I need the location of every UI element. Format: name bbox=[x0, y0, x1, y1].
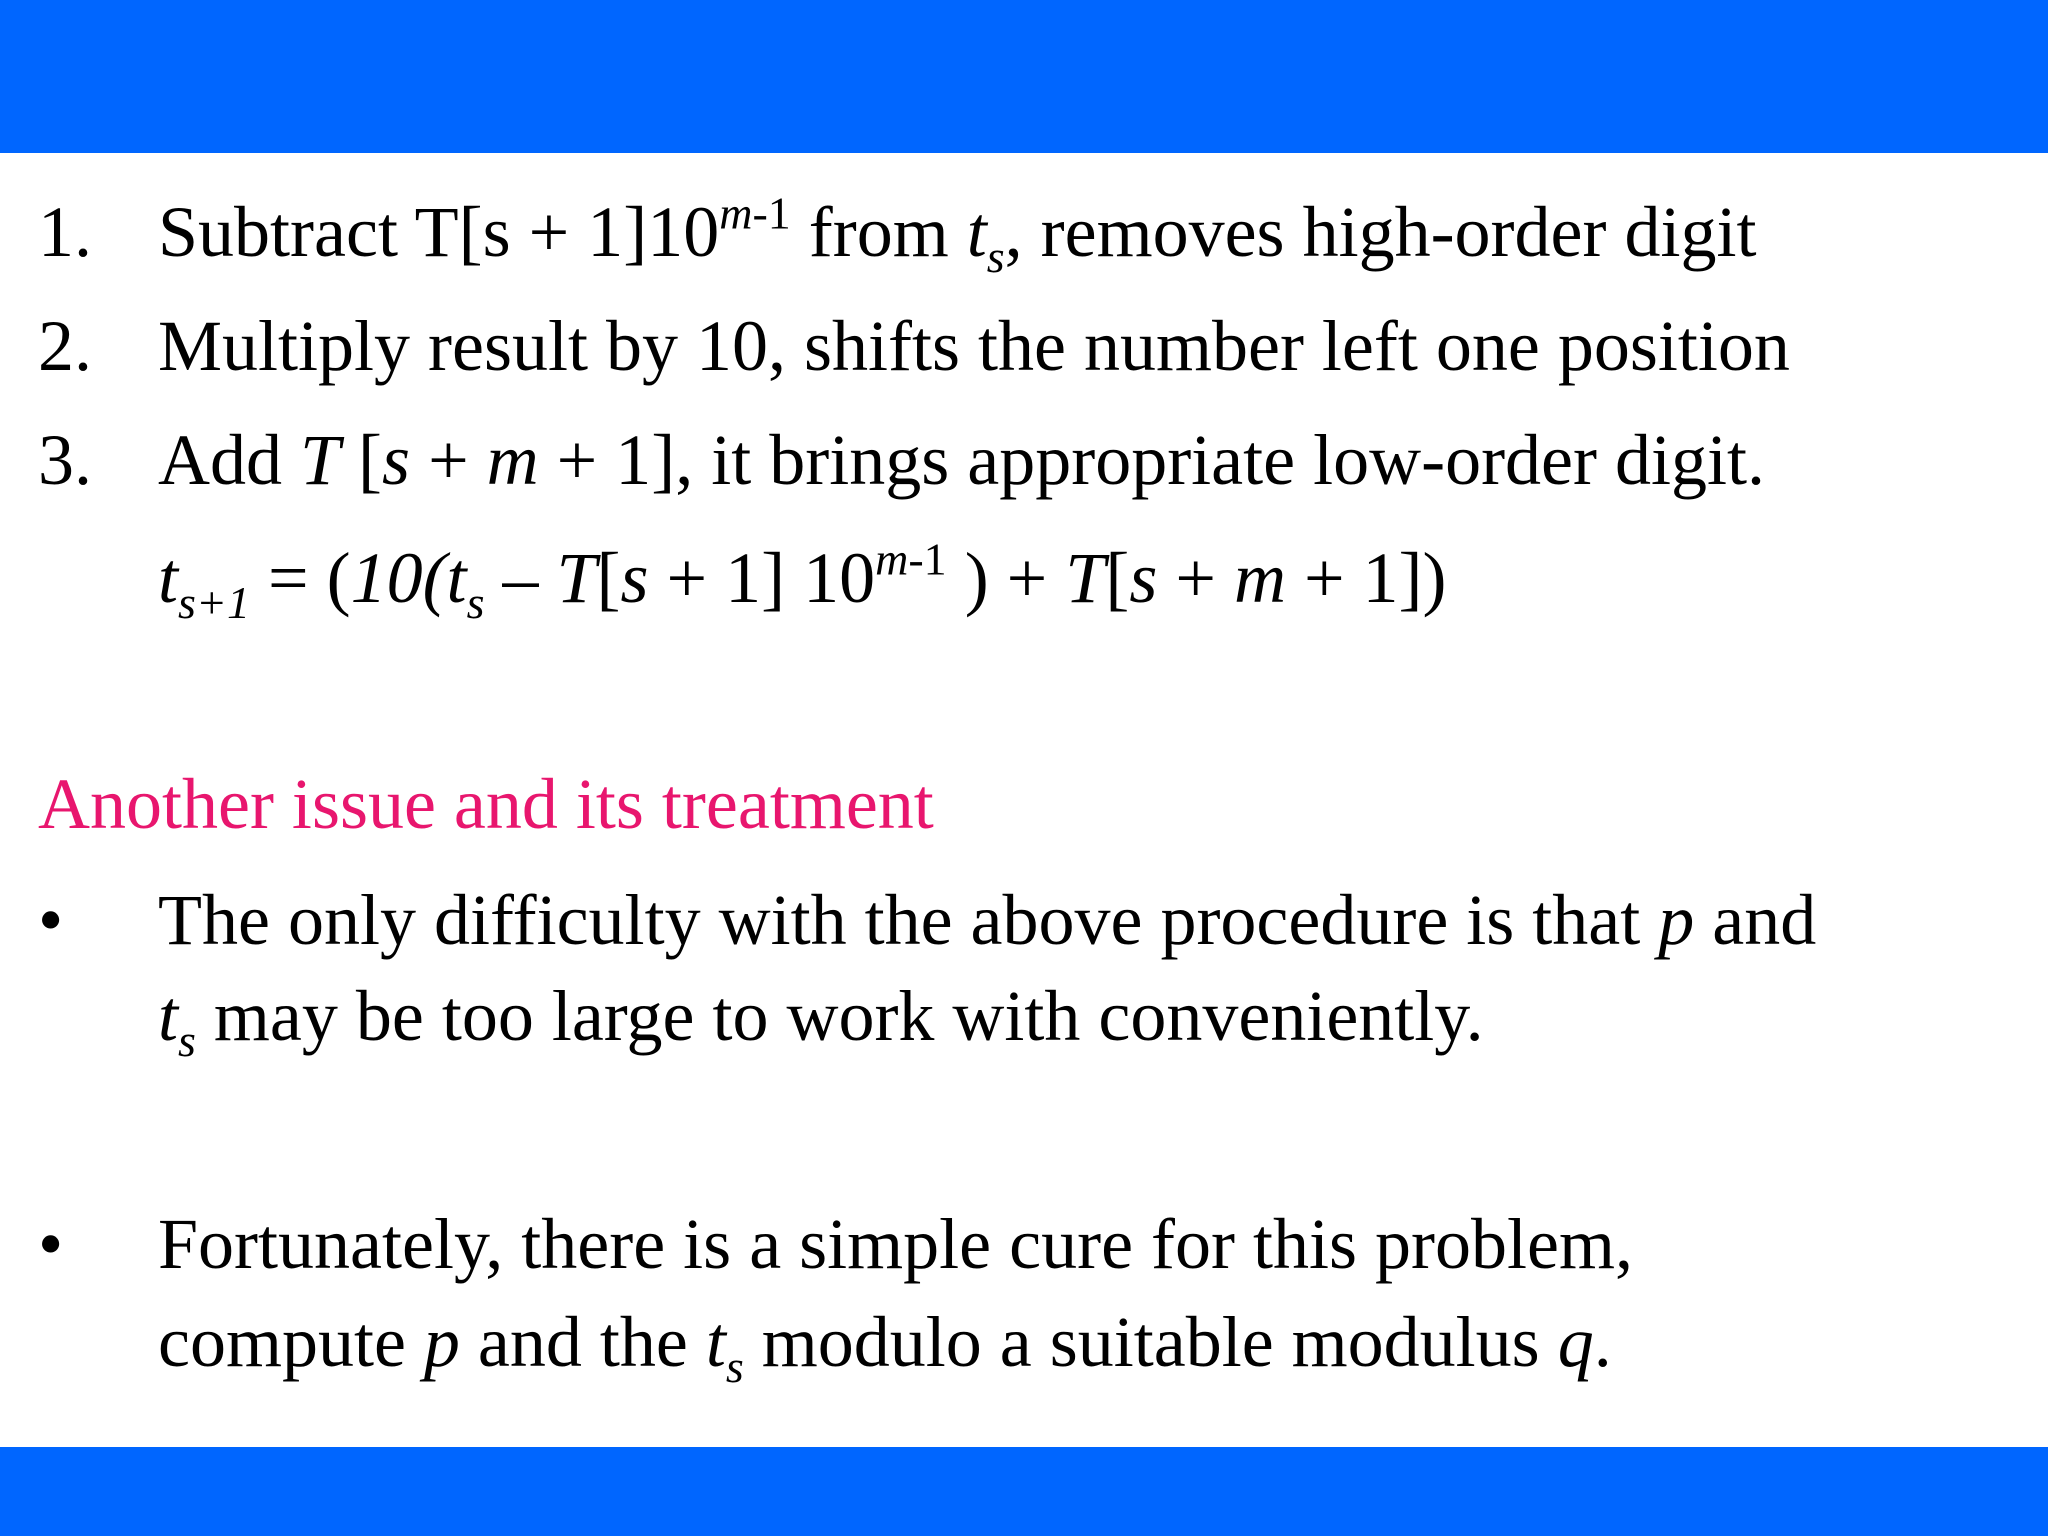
step-2-number: 2. bbox=[38, 306, 92, 386]
bullet-2-line-1: Fortunately, there is a simple cure for this problem, bbox=[158, 1204, 1633, 1284]
bullet-2-symbol: • bbox=[38, 1204, 64, 1284]
bullet-1-symbol: • bbox=[38, 880, 64, 960]
step-1-number: 1. bbox=[38, 192, 92, 272]
section-heading: Another issue and its treatment bbox=[38, 764, 934, 844]
bottom-banner bbox=[0, 1447, 2048, 1536]
bullet-1-line-2: $t_s$ may be too large to work with conveniently. bbox=[158, 976, 1484, 1067]
step-3-text: Add T [s + m + 1], it brings appropriate low-order digit. bbox=[158, 420, 1765, 500]
bullet-2-line-2: compute p and the $t_s$ modulo a suitable modulus q. bbox=[158, 1302, 1612, 1393]
bullet-1-line-1: The only difficulty with the above procedure is that p and bbox=[158, 880, 1817, 960]
recurrence-formula: $t_{s+1} = (10(t_s - T[s + 1]$ 10$^{m-1}$ ) + T[s + m + 1]) bbox=[158, 533, 1447, 629]
top-banner bbox=[0, 0, 2048, 153]
step-1-text: Subtract $T[s + 1]10^{m-1}$ from $t_s$, removes high-order digit bbox=[158, 187, 1757, 283]
step-2-text: Multiply result by 10, shifts the number left one position bbox=[158, 306, 1790, 386]
step-3-number: 3. bbox=[38, 420, 92, 500]
